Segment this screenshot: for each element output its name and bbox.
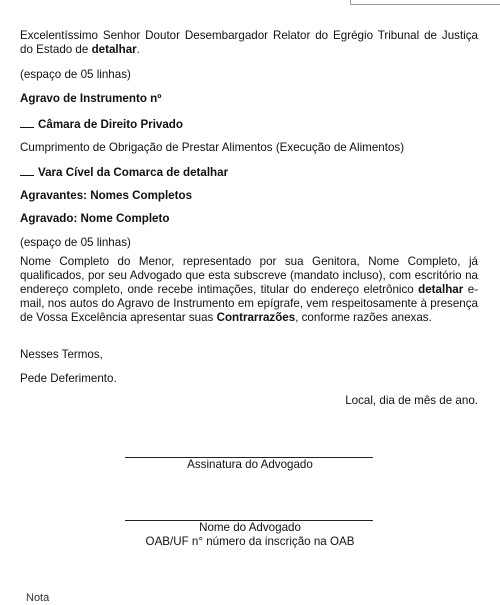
signature-label: Assinatura do Advogado — [187, 458, 313, 471]
address-paragraph — [20, 29, 478, 57]
top-input-box[interactable] — [350, 0, 500, 5]
spacing-note-2: (espaço de 05 linhas) — [20, 236, 131, 249]
agravo-heading: Agravo de Instrumento nº — [20, 92, 162, 105]
pede-deferimento: Pede Deferimento. — [20, 372, 117, 385]
cumprimento-line: Cumprimento de Obrigação de Prestar Alimentos (Execução de Alimentos) — [20, 141, 405, 154]
blank-line-2 — [20, 165, 34, 176]
body-bold-2: Contrarrazões — [216, 310, 296, 324]
vara-text: Vara Cível da Comarca de detalhar — [38, 166, 229, 179]
agravantes-line: Agravantes: Nomes Completos — [20, 189, 193, 202]
footnote-fragment: Nota — [26, 592, 50, 604]
body-paragraph — [20, 255, 478, 325]
lawyer-name: Nome do Advogado — [199, 521, 301, 534]
address-text: Excelentíssimo Senhor Doutor Desembargador Relator do Egrégio Tribunal de Justiça do Estado de — [20, 29, 478, 56]
body-part-1: Nome Completo do Menor, representado por sua Genitora, Nome Completo, já qualificados, por seu Advogado que esta subscreve (mandato incluso), com escritório na endereço completo, onde recebe intimações, titular do endereço eletrônico — [20, 255, 478, 296]
body-part-2: e-mail, nos autos do Agravo de Instrumento em epígrafe, vem respeitosamente à presença de Vossa Excelência apresentar suas — [20, 282, 478, 324]
camara-text: Câmara de Direito Privado — [38, 118, 183, 131]
oab-number: OAB/UF n° número da inscrição na OAB — [145, 535, 355, 548]
vara-line — [20, 165, 478, 180]
body-bold-1: detalhar — [418, 282, 464, 296]
camara-line — [20, 117, 478, 132]
body-part-3: , conforme razões anexas. — [295, 310, 432, 324]
local-data: Local, dia de mês de ano. — [345, 394, 478, 407]
address-end: . — [136, 42, 140, 56]
spacing-note-1: (espaço de 05 linhas) — [20, 68, 131, 81]
address-bold: detalhar — [91, 42, 137, 56]
nesses-termos: Nesses Termos, — [20, 348, 103, 361]
blank-line-1 — [20, 117, 34, 128]
agravado-line: Agravado: Nome Completo — [20, 212, 170, 225]
